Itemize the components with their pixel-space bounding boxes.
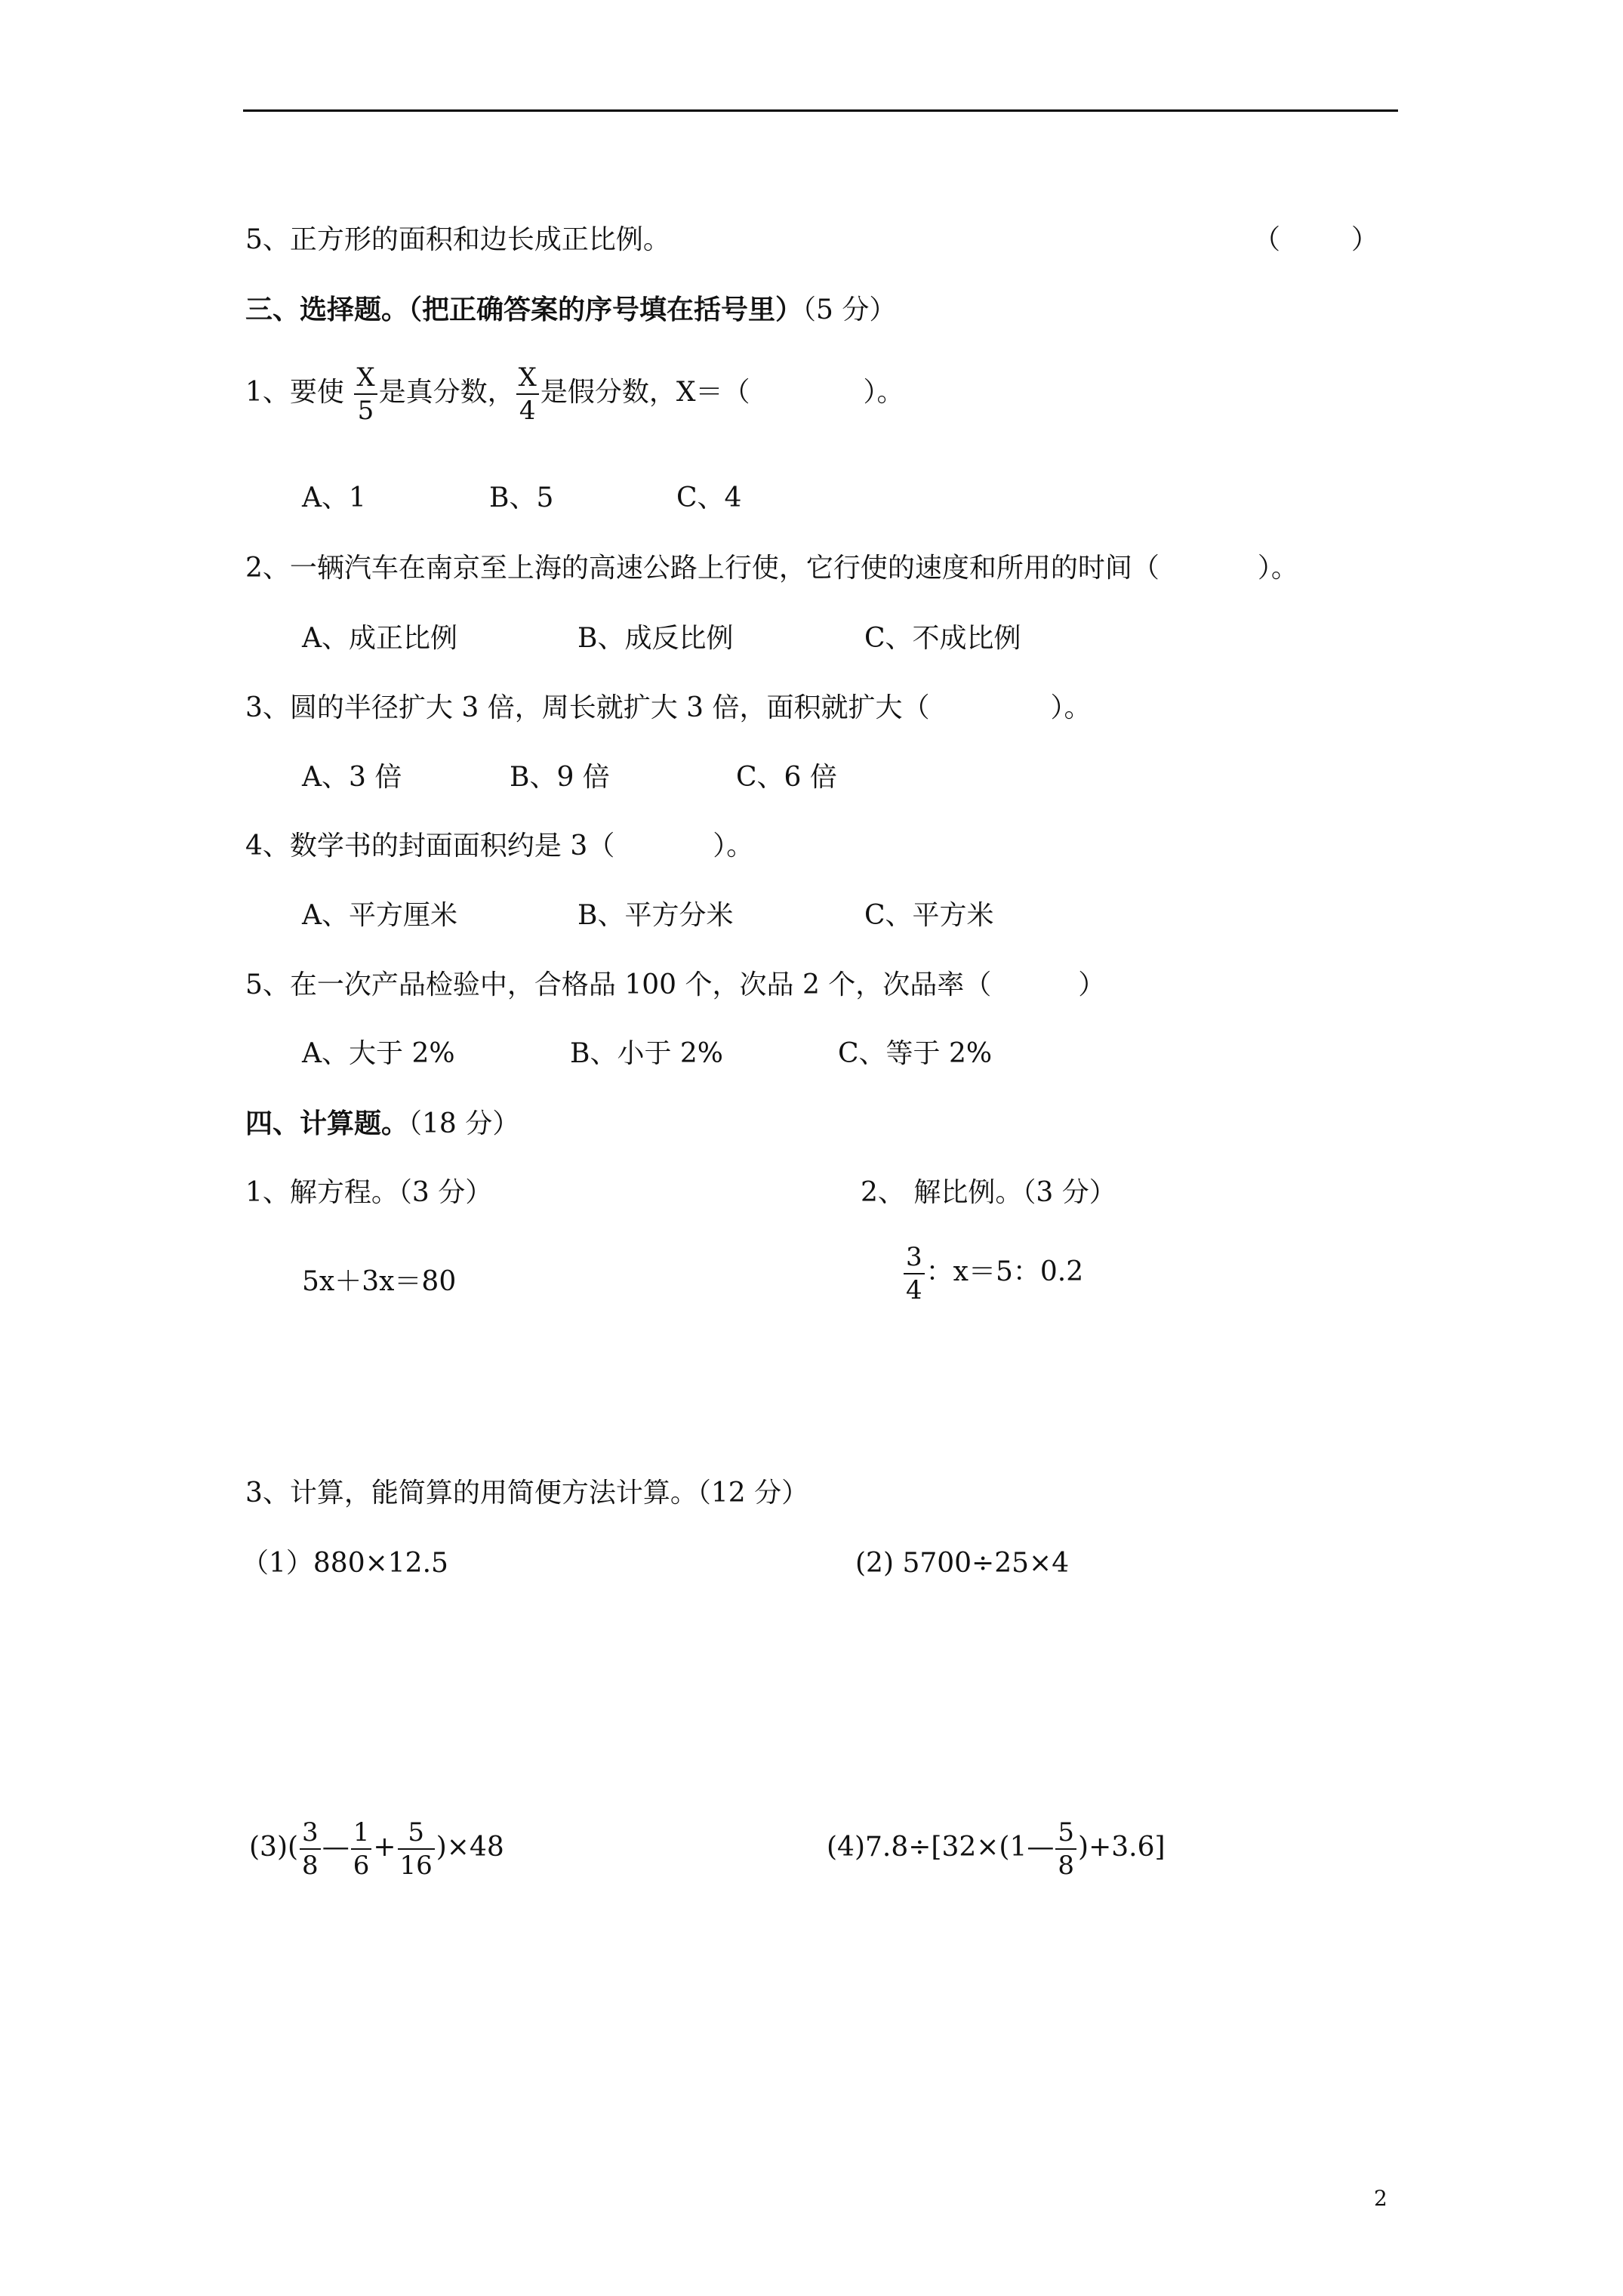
q3-option-b: B、9 倍	[510, 762, 610, 793]
header-rule	[243, 109, 1398, 112]
answer-paren-open: （	[1253, 224, 1281, 255]
q2-option-a: A、成正比例	[302, 623, 457, 654]
answer-paren-close: ）	[1351, 224, 1379, 255]
judgement-question-5: 5、正方形的面积和边长成正比例。	[245, 224, 670, 255]
fraction-x-over-4: $\frac{X}{4}$	[516, 365, 539, 424]
fraction-5-over-8: $\frac{5}{8}$	[1055, 1820, 1076, 1878]
choice-question-5: 5、在一次产品检验中，合格品 100 个，次品 2 个，次品率（ ）	[245, 969, 1106, 1000]
q5-option-c: C、等于 2%	[838, 1038, 993, 1069]
fraction-3-over-4: $\frac{3}{4}$	[904, 1244, 925, 1303]
q4-option-b: B、平方分米	[577, 900, 734, 931]
solve-proportion-label: 2、 解比例。（3 分）	[861, 1177, 1116, 1208]
calc-problem-1: （1）880×12.5	[242, 1548, 448, 1579]
choice-question-4: 4、数学书的封面面积约是 3（ ）。	[245, 831, 754, 861]
q2-option-b: B、成反比例	[577, 623, 734, 654]
section-4-title: 四、计算题。（18 分）	[245, 1108, 520, 1139]
section-3-title: 三、选择题。（把正确答案的序号填在括号里）（5 分）	[245, 294, 897, 325]
choice-question-3: 3、圆的半径扩大 3 倍，周长就扩大 3 倍，面积就扩大（ ）。	[245, 692, 1092, 723]
calculation-label: 3、计算，能简算的用简便方法计算。（12 分）	[245, 1478, 809, 1509]
q5-option-b: B、小于 2%	[570, 1038, 724, 1069]
proportion: $\frac{3}{4}$ ：x＝5：0.2	[902, 1244, 1083, 1303]
q1-option-c: C、4	[676, 482, 742, 513]
fraction-1-over-6: $\frac{1}{6}$	[351, 1820, 372, 1878]
calc-problem-3: (3)( $\frac{3}{8}$ — $\frac{1}{6}$ + $\frac{5}{16}$ )×48	[249, 1817, 504, 1881]
q1-option-a: A、1	[302, 482, 366, 513]
fraction-3-over-8: $\frac{3}{8}$	[300, 1820, 321, 1878]
q2-option-c: C、不成比例	[864, 623, 1021, 654]
fraction-x-over-5: $\frac{X}{5}$	[354, 365, 377, 424]
q3-option-a: A、3 倍	[302, 762, 402, 793]
choice-question-2: 2、一辆汽车在南京至上海的高速公路上行使，它行使的速度和所用的时间（ ）。	[245, 553, 1298, 584]
choice-question-1: 1、要使 $\frac{X}{5}$ 是真分数， $\frac{X}{4}$ 是假分数，X＝（ ）。	[245, 362, 904, 426]
q4-option-a: A、平方厘米	[302, 900, 457, 931]
q5-option-a: A、大于 2%	[302, 1038, 455, 1069]
equation: 5x＋3x＝80	[302, 1266, 457, 1297]
calc-problem-4: (4)7.8÷[32×(1— $\frac{5}{8}$ )+3.6]	[827, 1817, 1166, 1881]
q1-option-b: B、5	[489, 482, 554, 513]
calc-problem-2: (2) 5700÷25×4	[855, 1548, 1070, 1579]
q3-option-c: C、6 倍	[736, 762, 837, 793]
q4-option-c: C、平方米	[864, 900, 994, 931]
page-number: 2	[1374, 2186, 1387, 2211]
solve-equation-label: 1、解方程。（3 分）	[245, 1177, 493, 1208]
fraction-5-over-16: $\frac{5}{16}$	[398, 1820, 435, 1878]
